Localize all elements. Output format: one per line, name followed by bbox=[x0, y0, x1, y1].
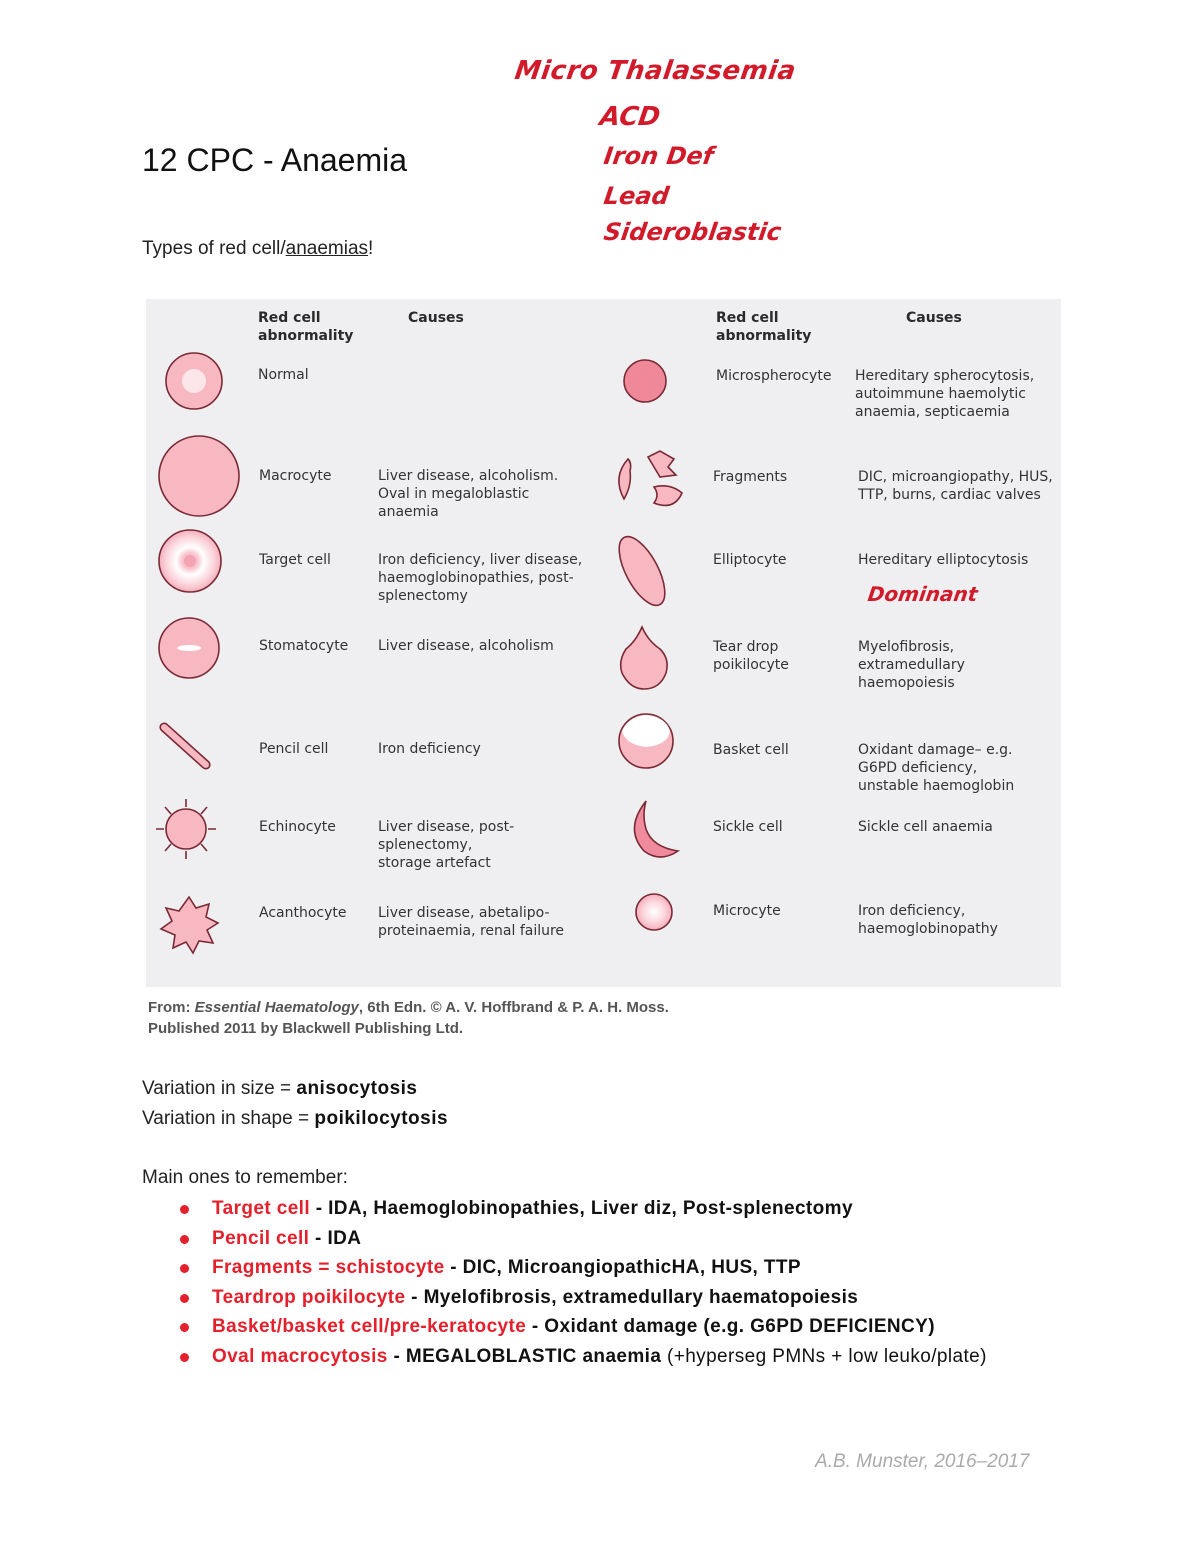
subtitle bbox=[142, 238, 373, 260]
tear-drop-icon bbox=[621, 627, 667, 689]
left-row-name: Acanthocyte bbox=[259, 905, 347, 921]
list-item bbox=[170, 1224, 987, 1254]
left-row-causes: Liver disease, alcoholism bbox=[378, 638, 554, 654]
left-row-name: Normal bbox=[258, 367, 309, 383]
elliptocyte-icon bbox=[610, 530, 674, 612]
right-row-name: Tear drop poikilocyte bbox=[713, 639, 789, 673]
item-desc: IDA bbox=[327, 1227, 362, 1249]
left-row-causes: Liver disease, post-splenectomy, storage artefact bbox=[378, 819, 515, 871]
shape-label: Variation in shape = bbox=[142, 1108, 315, 1129]
handwritten-note-dominant: Dominant bbox=[866, 582, 980, 606]
pencil-cell-icon bbox=[159, 722, 212, 771]
right-row-name: Sickle cell bbox=[713, 819, 783, 835]
list-item bbox=[170, 1253, 987, 1283]
list-item bbox=[170, 1342, 987, 1372]
handwritten-line-5: Sideroblastic bbox=[602, 218, 784, 246]
size-term: anisocytosis bbox=[296, 1078, 418, 1099]
item-desc: MEGALOBLASTIC anaemia bbox=[405, 1345, 662, 1367]
item-term: Target cell bbox=[212, 1198, 311, 1219]
left-row-causes: Iron deficiency bbox=[378, 741, 481, 757]
stomatocyte-icon bbox=[159, 618, 219, 678]
key-points-list bbox=[170, 1194, 987, 1372]
right-row-causes: Iron deficiency, haemoglobinopathy bbox=[858, 903, 998, 937]
list-item bbox=[170, 1312, 987, 1342]
right-row-name: Microcyte bbox=[713, 903, 781, 919]
right-row-causes: Hereditary spherocytosis, autoimmune haemolytic anaemia, septicaemia bbox=[855, 368, 1035, 420]
right-header-abnormality: Red cell abnormality bbox=[716, 310, 812, 344]
right-row-name: Elliptocyte bbox=[713, 552, 787, 568]
list-item bbox=[170, 1194, 987, 1224]
caption-from: From: bbox=[148, 999, 195, 1016]
left-row-name: Pencil cell bbox=[259, 741, 329, 757]
left-row-causes: Liver disease, abetalipo-proteinaemia, renal failure bbox=[378, 905, 565, 939]
left-header-causes: Causes bbox=[408, 310, 464, 326]
item-desc: Oxidant damage (e.g. G6PD DEFICIENCY) bbox=[544, 1316, 935, 1338]
right-row-causes: Myelofibrosis, extramedullary haemopoiesis bbox=[858, 639, 965, 691]
bullet-icon bbox=[180, 1235, 189, 1244]
subtitle-suffix: ! bbox=[368, 238, 374, 259]
caption-line-2: Published 2011 by Blackwell Publishing Ltd. bbox=[148, 1020, 464, 1037]
red-cell-figure bbox=[146, 299, 1061, 987]
handwritten-line-1: Micro Thalassemia bbox=[512, 56, 798, 86]
item-sep: - bbox=[387, 1345, 406, 1367]
right-row-causes: Hereditary elliptocytosis bbox=[858, 552, 1029, 568]
item-sep: - bbox=[405, 1286, 424, 1308]
bullet-icon bbox=[180, 1353, 189, 1362]
right-row-name: Microspherocyte bbox=[716, 368, 832, 384]
left-header-abnormality: Red cell abnormality bbox=[258, 310, 354, 344]
handwritten-line-4: Lead bbox=[602, 182, 671, 210]
left-row-causes: Liver disease, alcoholism. Oval in megaloblastic anaemia bbox=[378, 468, 559, 520]
figure-caption bbox=[148, 997, 669, 1039]
right-row-causes: Sickle cell anaemia bbox=[858, 819, 993, 835]
size-variation-line bbox=[142, 1078, 417, 1100]
shape-variation-line bbox=[142, 1108, 448, 1130]
item-term: Oval macrocytosis bbox=[212, 1345, 388, 1367]
target-cell-icon bbox=[159, 530, 221, 592]
cell-illustrations bbox=[146, 299, 1061, 987]
item-sep: - bbox=[526, 1316, 545, 1338]
right-row-causes: DIC, microangiopathy, HUS, TTP, burns, cardiac valves bbox=[858, 469, 1053, 503]
caption-rest: , 6th Edn. © A. V. Hoffbrand & P. A. H. Moss. bbox=[358, 999, 669, 1016]
echinocyte-icon bbox=[156, 799, 216, 859]
bullet-icon bbox=[180, 1294, 189, 1303]
main-heading: Main ones to remember: bbox=[142, 1167, 348, 1188]
footer-author: A.B. Munster, 2016–2017 bbox=[815, 1451, 1030, 1472]
page-title: 12 CPC - Anaemia bbox=[142, 142, 408, 178]
right-row-causes: Oxidant damage– e.g. G6PD deficiency, unstable haemoglobin bbox=[858, 742, 1015, 794]
right-row-name: Fragments bbox=[713, 469, 788, 485]
left-row-causes: Iron deficiency, liver disease, haemoglobinopathies, post-splenectomy bbox=[378, 552, 583, 604]
normal-cell-icon bbox=[166, 353, 222, 409]
size-label: Variation in size = bbox=[142, 1078, 297, 1099]
item-sep: - bbox=[309, 1227, 328, 1249]
item-sep: - bbox=[310, 1198, 329, 1219]
left-row-name: Echinocyte bbox=[259, 819, 336, 835]
item-desc: Myelofibrosis, extramedullary haematopoiesis bbox=[423, 1286, 859, 1308]
fragments-icon bbox=[619, 451, 682, 505]
list-item bbox=[170, 1283, 987, 1313]
shape-term: poikilocytosis bbox=[314, 1108, 449, 1129]
left-row-name: Target cell bbox=[259, 552, 331, 568]
left-row-name: Macrocyte bbox=[259, 468, 332, 484]
microspherocyte-icon bbox=[624, 360, 666, 402]
item-desc: DIC, MicroangiopathicHA, HUS, TTP bbox=[462, 1257, 801, 1279]
right-row-name: Basket cell bbox=[713, 742, 789, 758]
item-extra: (+hyperseg PMNs + low leuko/plate) bbox=[661, 1345, 987, 1367]
left-row-name: Stomatocyte bbox=[259, 638, 349, 654]
item-term: Fragments = schistocyte bbox=[212, 1257, 445, 1279]
handwritten-line-2: ACD bbox=[597, 102, 663, 132]
basket-cell-icon bbox=[619, 714, 673, 768]
subtitle-link[interactable]: anaemias bbox=[285, 238, 369, 259]
item-term: Teardrop poikilocyte bbox=[212, 1286, 406, 1308]
acanthocyte-icon bbox=[161, 897, 218, 953]
right-header-causes: Causes bbox=[906, 310, 962, 326]
subtitle-prefix: Types of red cell/ bbox=[142, 238, 286, 259]
bullet-icon bbox=[180, 1323, 189, 1332]
handwritten-line-3: Iron Def bbox=[602, 142, 716, 170]
bullet-icon bbox=[180, 1264, 189, 1273]
item-desc: IDA, Haemoglobinopathies, Liver diz, Post-splenectomy bbox=[328, 1198, 853, 1219]
macrocyte-icon bbox=[159, 436, 239, 516]
microcyte-icon bbox=[636, 894, 672, 930]
item-term: Pencil cell bbox=[212, 1227, 310, 1249]
item-term: Basket/basket cell/pre-keratocyte bbox=[212, 1316, 527, 1338]
bullet-icon bbox=[180, 1205, 189, 1214]
item-sep: - bbox=[444, 1257, 463, 1279]
caption-book: Essential Haematology bbox=[194, 999, 359, 1016]
sickle-cell-icon bbox=[634, 801, 678, 857]
